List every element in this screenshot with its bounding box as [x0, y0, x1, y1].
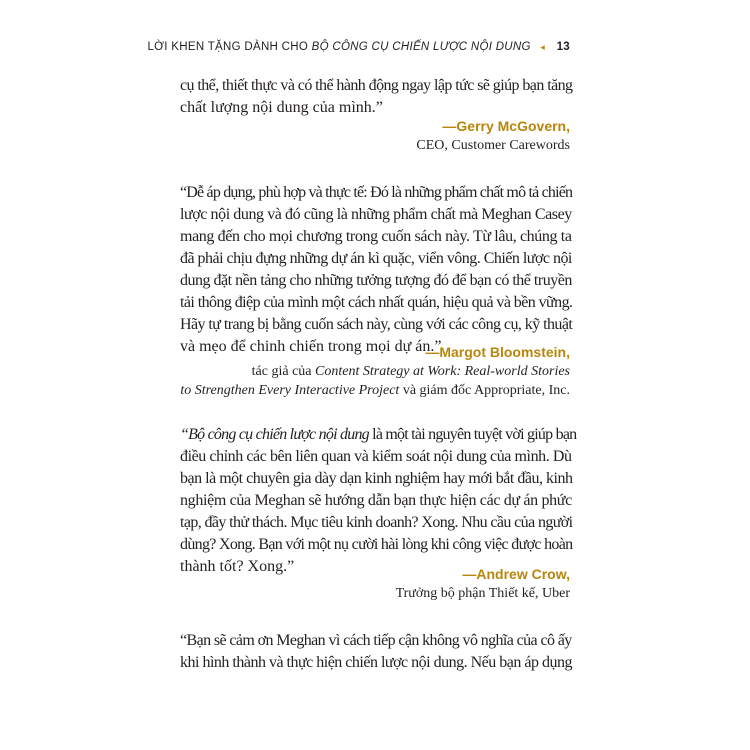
quote2-author-title-line1: [252, 362, 570, 381]
quote2-book-title-part1: Content Strategy at Work: Real-world Stories: [315, 364, 570, 379]
running-header: [147, 41, 570, 53]
quote4-line: khi hình thành và thực hiện chiến lược nội dung. Nếu bạn áp dụng: [180, 654, 572, 671]
quote2-line: mang đến cho mọi chương trong cuốn sách này. Từ lâu, chúng ta: [180, 228, 572, 245]
quote3-author: —Andrew Crow,: [462, 566, 570, 582]
quote3-line: điều chỉnh các bên liên quan và kiểm soát nội dung của mình. Dù: [180, 448, 572, 465]
quote1-line: cụ thể, thiết thực và có thể hành động ngay lập tức sẽ giúp bạn tăng: [180, 77, 573, 94]
quote4-line: “Bạn sẽ cảm ơn Meghan vì cách tiếp cận không vô nghĩa của cô ấy: [180, 632, 572, 649]
quote2-author-title-line2: [180, 381, 570, 400]
quote2-line: đã phải chịu đựng những dự án kì quặc, viển vông. Chiến lược nội: [180, 250, 572, 267]
quote2-line: dung đặt nền tảng cho những tưởng tượng đó để bạn có thể truyền: [180, 272, 572, 289]
quote2-line: “Dễ áp dụng, phù hợp và thực tế: Đó là những phẩm chất mô tả chiến: [180, 184, 573, 201]
quote2-title-suffix: và giám đốc Appropriate, Inc.: [402, 383, 570, 398]
quote3-line: dùng? Xong. Bạn với một nụ cười hài lòng khi công việc được hoàn: [180, 536, 573, 553]
quote2-author: —Margot Bloomstein,: [425, 344, 570, 360]
quote2-line: lược nội dung và đó cũng là những phẩm chất mà Meghan Casey: [180, 206, 572, 223]
quote1-author: —Gerry McGovern,: [442, 118, 570, 134]
triangle-marker-icon: ◂: [540, 42, 546, 52]
quote2-line: tải thông điệp của mình một cách nhất quán, hiệu quả và bền vững.: [180, 294, 573, 311]
quote3-author-title: Trưởng bộ phận Thiết kế, Uber: [395, 586, 570, 601]
header-prefix: LỜI KHEN TẶNG DÀNH CHO: [147, 41, 309, 53]
page-number: 13: [556, 41, 570, 53]
quote1-author-title: CEO, Customer Carewords: [416, 138, 570, 153]
quote3-line: thành tốt? Xong.”: [180, 558, 295, 575]
quote2-line: và mẹo để chinh chiến trong mọi dự án.”: [180, 338, 442, 355]
quote3-line: [180, 424, 577, 446]
quote3-line: nghiệm của Meghan sẽ hướng dẫn bạn thực hiện các dự án phức: [180, 492, 572, 509]
quote3-line: tạp, đầy thử thách. Mục tiêu kinh doanh? Xong. Nhu cầu của người: [180, 514, 573, 531]
quote2-line: Hãy tự trang bị bằng cuốn sách này, cùng với các công cụ, kỹ thuật: [180, 316, 573, 333]
quote2-title-prefix: tác giả của: [251, 364, 312, 379]
quote3-line: bạn là một chuyên gia dày dạn kinh nghiệm hay mới bắt đầu, kinh: [180, 470, 573, 487]
quote1-line: chất lượng nội dung của mình.”: [180, 99, 383, 116]
quote3-line1-rest: là một tài nguyên tuyệt vời giúp bạn: [372, 426, 577, 443]
quote2-book-title-part2: to Strengthen Every Interactive Project: [180, 383, 400, 398]
quote3-book-title: “Bộ công cụ chiến lược nội dung: [180, 426, 369, 443]
header-book-title: BỘ CÔNG CỤ CHIẾN LƯỢC NỘI DUNG: [311, 41, 531, 53]
